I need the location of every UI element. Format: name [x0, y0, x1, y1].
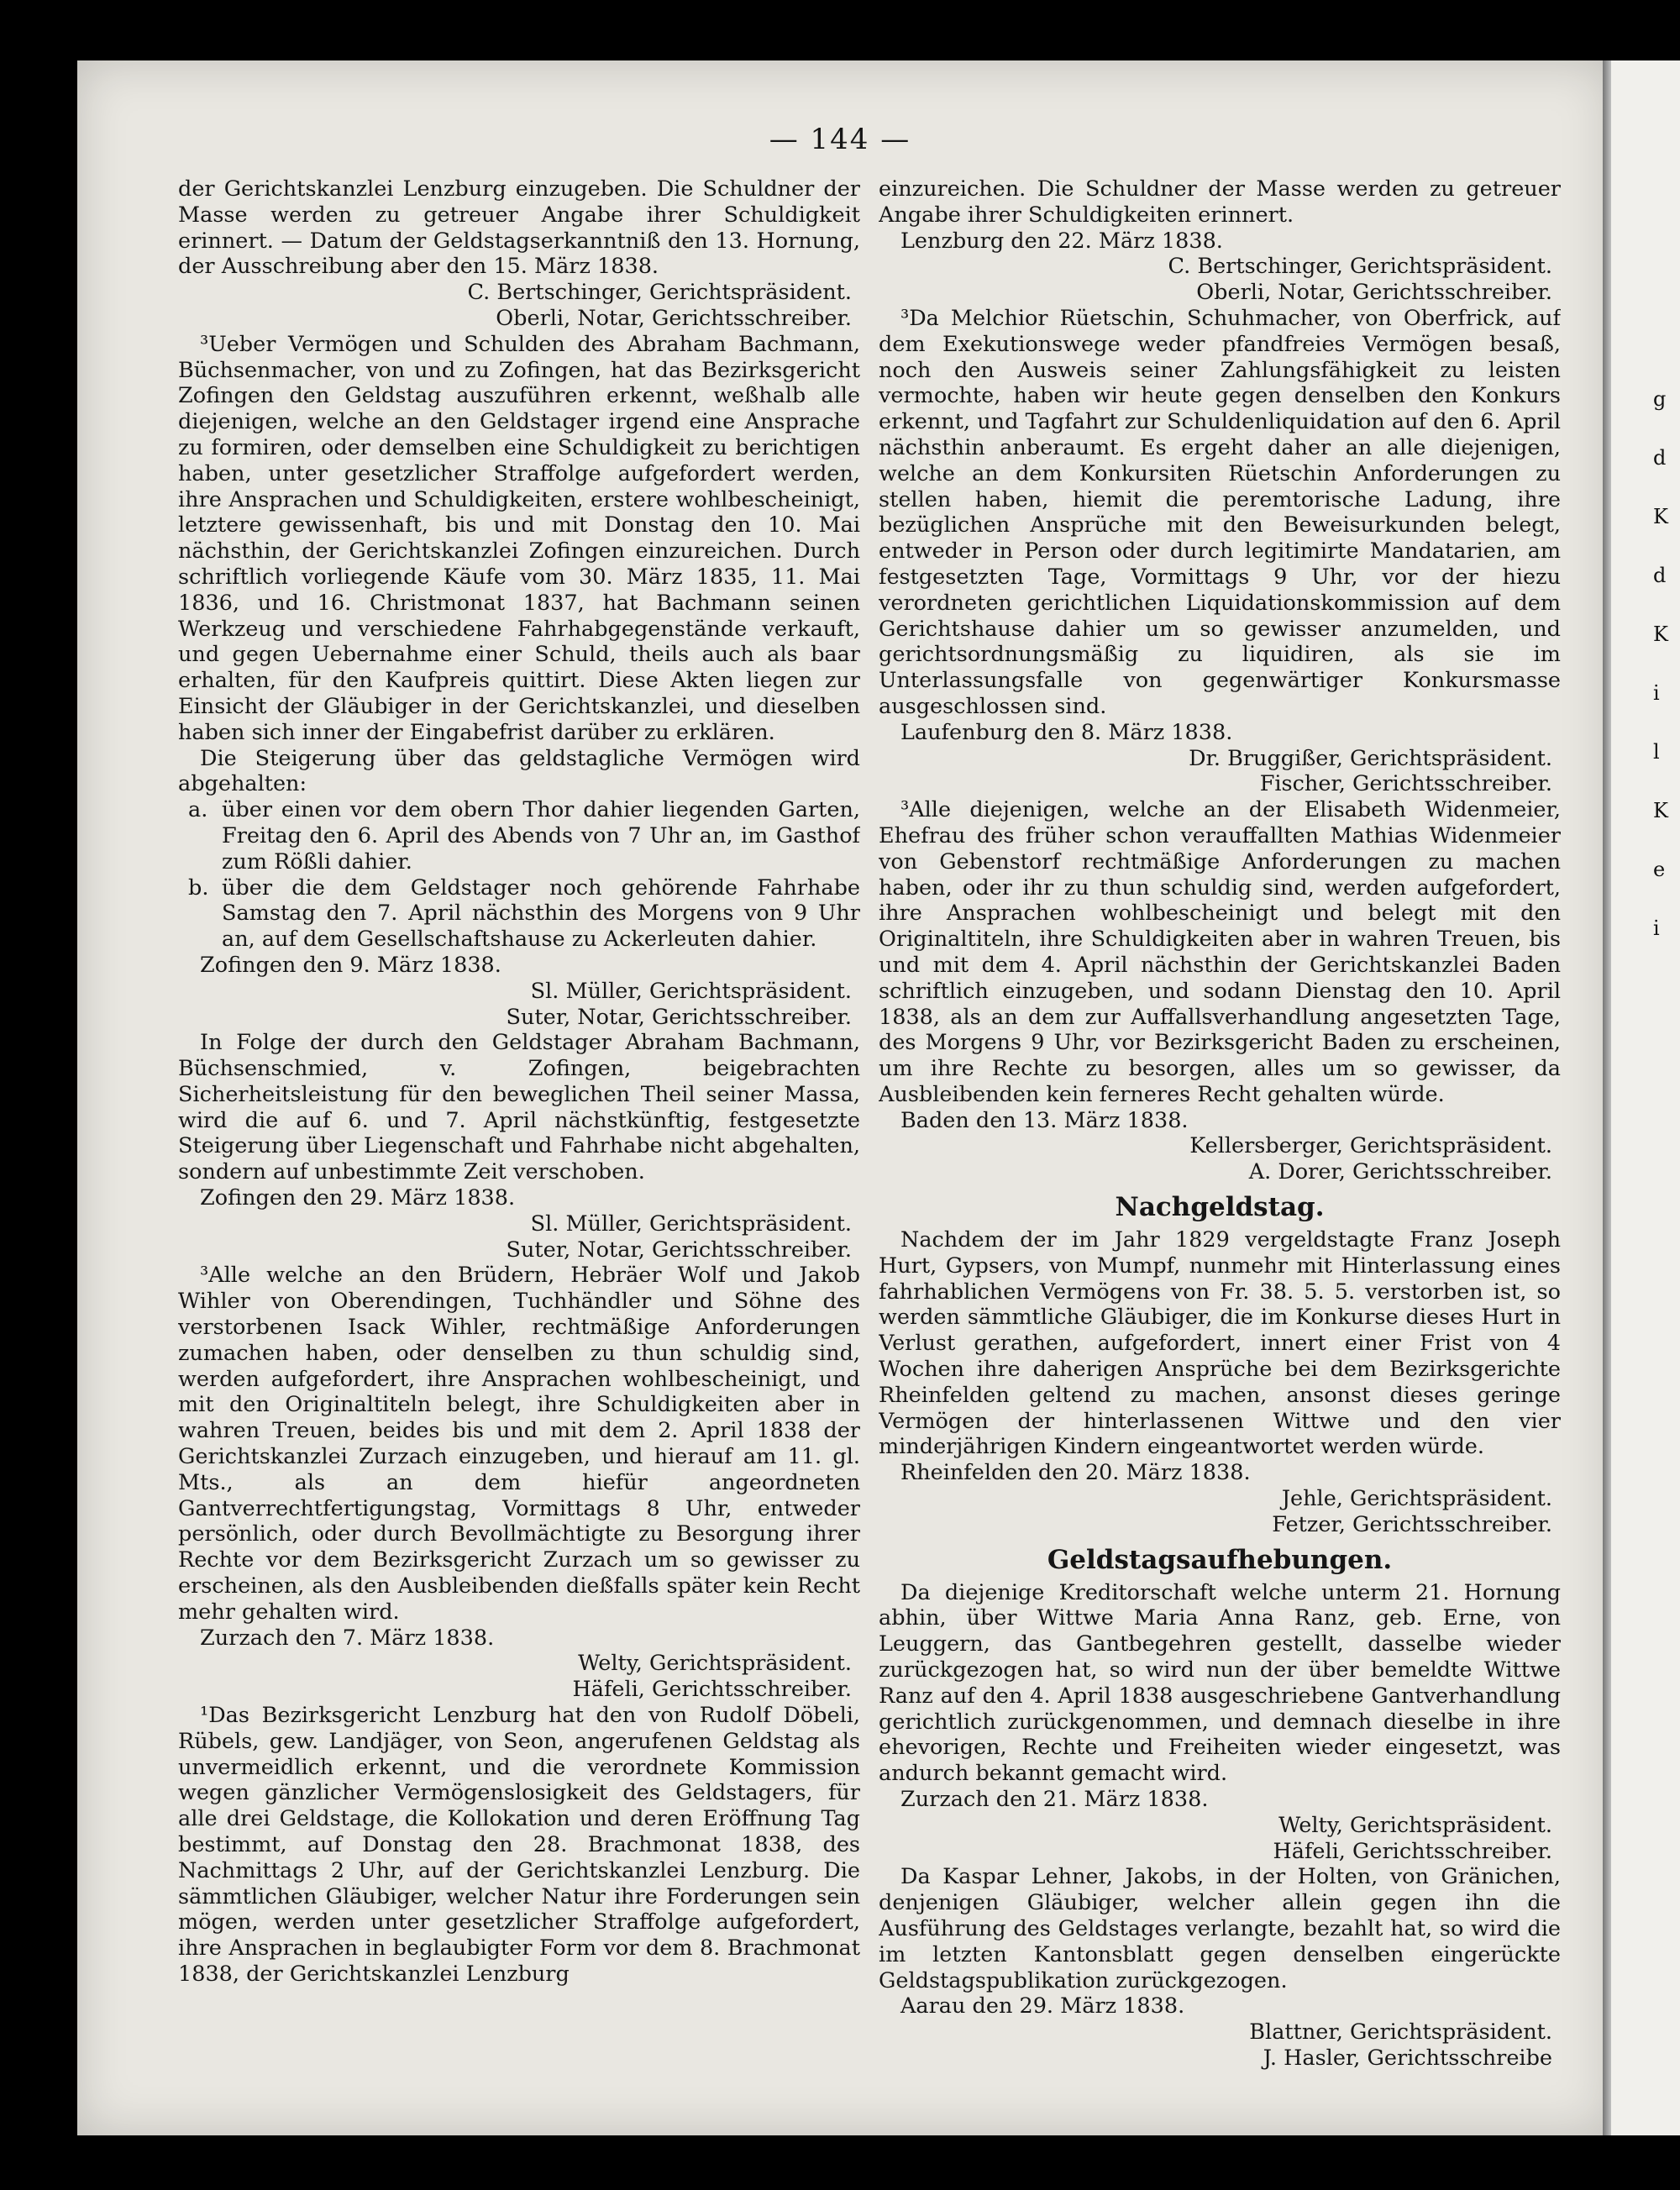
list-marker: a.: [188, 797, 208, 823]
notice-ruetschin: ³Da Melchior Rüetschin, Schuhmacher, von Oberfrick, auf dem Exekutionswege weder pfandfreies Vermögen besaß, noch den Ausweis seiner Zahlungsfähigkeit zu leisten vermochte, haben wir heute gegen denselben den Konkurs erkennt, und Tagfahrt zur Schuldenliquidation auf den 6. April nächsthin anberaumt. Es ergeht daher an alle diejenigen, welche an dem Konkursiten Rüetschin Anforderungen zu stellen haben, hiemit die peremtorische Ladung, ihre bezüglichen Ansprüche mit den Beweisurkunden belegt, entweder in Person oder durch legitimirte Mandatarien, am festgesetzten Tage, Vormittags 9 Uhr, vor der hiezu verordneten gerichtlichen Liquidationskommission auf dem Gerichtshause dahier um so gewisser anzumelden, und gerichtsordnungsmäßig zu liquidiren, als sie im Unterlassungsfalle von gegenwärtiger Konkursmasse ausgeschlossen sind.: [879, 305, 1561, 719]
notice-ranz: Da diejenige Kreditorschaft welche unterm 21. Hornung abhin, über Wittwe Maria Anna Ranz, geb. Erne, von Leuggern, das Gantbegehren gestellt, dasselbe wieder zurückgezogen hat, so wird nun der über bemeldte Wittwe Ranz auf den 4. April 1838 ausgeschriebene Gantverhandlung gerichtlich zurückgenommen, und demnach dieselbe in ihre ehevorigen, Rechte und Freiheiten wieder eingesetzt, was andurch bekannt gemacht wird.: [879, 1579, 1561, 1787]
notice-hurt: Nachdem der im Jahr 1829 vergeldstagte Franz Joseph Hurt, Gypsers, von Mumpf, nunmehr mit Hinterlassung eines fahrhablichen Vermögens von Fr. 38. 5. 5. verstorben ist, so werden sämmtliche Gläubiger, die im Konkurse dieses Hurt in Verlust gerathen, aufgefordert, innert einer Frist von 4 Wochen ihre daherigen Ansprüche bei dem Bezirksgerichte Rheinfelden geltend zu machen, ansonst dieses geringe Vermögen der hinterlassenen Wittwe und den vier minderjährigen Kindern eingeantwortet werden würde.: [879, 1227, 1561, 1460]
notice-widenmeier: ³Alle diejenigen, welche an der Elisabeth Widenmeier, Ehefrau des früher schon verauffallten Mathias Widenmeier von Gebenstorf rechtmäßige Anforderungen zu machen haben, oder ihr zu thun schuldig sind, werden aufgefordert, ihre Ansprachen wohlbescheinigt und belegt mit den Originaltiteln, ihre Schuldigkeiten aber in wahren Treuen, bis und mit dem 4. April nächsthin der Gerichtskanzlei Baden schriftlich einzugeben, und sodann Dienstag den 10. April 1838, als an dem zur Auffallsverhandlung angesetzten Tage, des Morgens 9 Uhr, vor Bezirksgericht Baden zu erscheinen, um ihre Rechte zu besorgen, alles um so gewisser, da Ausbleibenden kein ferneres Recht gehalten würde.: [879, 797, 1561, 1107]
list-marker: b.: [188, 874, 209, 901]
signature-clerk: Häfeli, Gerichtsschreiber.: [1273, 1838, 1552, 1864]
adjacent-page-fragments: [1653, 370, 1678, 958]
edge-fragment: K: [1653, 505, 1668, 528]
dateline: Zurzach den 21. März 1838.: [900, 1787, 1209, 1813]
signature-president: C. Bertschinger, Gerichtspräsident.: [467, 280, 852, 306]
dateline: Laufenburg den 8. März 1838.: [900, 719, 1233, 745]
list-item-text: über einen vor dem obern Thor dahier liegenden Garten, Freitag den 6. April des Abends von 7 Uhr an, im Gasthof zum Rößli dahier.: [222, 797, 860, 874]
signature-clerk: Oberli, Notar, Gerichtsschreiber.: [496, 305, 852, 331]
edge-fragment: K: [1653, 622, 1668, 646]
notice-wihler: ³Alle welche an den Brüdern, Hebräer Wolf und Jakob Wihler von Oberendingen, Tuchhändler und Söhne des verstorbenen Isack Wihler, rechtmäßige Anforderungen zumachen haben, oder denselben zu thun schuldig sind, werden aufgefordert, ihre Ansprachen wohlbescheinigt, und mit den Originaltiteln belegt, ihre Schuldigkeiten aber in wahren Treuen, beides bis und mit dem 2. April 1838 der Gerichtskanzlei Zurzach einzugeben, und hierauf am 11. gl. Mts., als an dem hiefür angeordneten Gantverrechtfertigungstag, Vormittags 8 Uhr, entweder persönlich, oder durch Bevollmächtigte zu Besorgung ihrer Rechte vor dem Bezirksgericht Zurzach um so gewisser zu erscheinen, als den Ausbleibenden dießfalls später kein Recht mehr gehalten wird.: [178, 1263, 860, 1625]
edge-fragment: e: [1653, 858, 1666, 881]
edge-fragment: d: [1653, 446, 1667, 470]
signature-president: Welty, Gerichtspräsident.: [1278, 1812, 1552, 1838]
signature-president: Blattner, Gerichtspräsident.: [1249, 2019, 1552, 2046]
edge-fragment: K: [1653, 799, 1668, 822]
edge-fragment: d: [1653, 564, 1667, 587]
auction-list: [178, 797, 860, 953]
section-heading-nachgeldstag: Nachgeldstag.: [1115, 1192, 1325, 1223]
notice-lehner: Da Kaspar Lehner, Jakobs, in der Holten, von Gränichen, denjenigen Gläubiger, welcher allein gegen ihn die Ausführung des Geldstages verlangte, bezahlt hat, so wird die im letzten Kantonsblatt gegen denselben eingerückte Geldstagspublikation zurückgezogen.: [879, 1864, 1561, 1993]
edge-fragment: i: [1653, 681, 1660, 705]
edge-fragment: g: [1653, 387, 1667, 411]
edge-fragment: l: [1653, 740, 1660, 764]
notice-bachmann-postponement: In Folge der durch den Geldstager Abraham Bachmann, Büchsenschmied, v. Zofingen, beigebrachten Sicherheitsleistung für den beweglichen Theil seiner Massa, wird die auf 6. und 7. April nächstkünftig, festgesetzte Steigerung über Liegenschaft und Fahrhabe nicht abgehalten, sondern auf unbestimmte Zeit verschoben.: [178, 1030, 860, 1185]
signature-president: Welty, Gerichtspräsident.: [578, 1651, 852, 1677]
dateline: Lenzburg den 22. März 1838.: [900, 228, 1223, 254]
notice-bachmann-auction: Die Steigerung über das geldstagliche Vermögen wird abgehalten:: [178, 745, 860, 797]
dateline: Zurzach den 7. März 1838.: [200, 1625, 495, 1651]
list-item-text: über die dem Geldstager noch gehörende Fahrhabe Samstag den 7. April nächsthin des Morgens von 9 Uhr an, auf dem Gesellschaftshause zu Ackerleuten dahier.: [222, 874, 860, 953]
list-item: [178, 875, 860, 953]
signature-clerk: Suter, Notar, Gerichtsschreiber.: [506, 1004, 852, 1030]
notice-doebeli: ¹Das Bezirksgericht Lenzburg hat den von Rudolf Döbeli, Rübels, gew. Landjäger, von Seon, angerufenen Geldstag als unvermeidlich erkennt, und die verordnete Kommission wegen gänzlicher Vermögenslosigkeit des Geldstagers, für alle drei Geldstage, die Kollokation und deren Eröffnung Tag bestimmt, auf Donstag den 28. Brachmonat 1838, des Nachmittags 2 Uhr, auf der Gerichtskanzlei Lenzburg. Die sämmtlichen Gläubiger, welcher Natur ihre Forderungen sein mögen, werden unter gesetzlicher Straffolge aufgefordert, ihre Ansprachen in beglaubigter Form vor dem 8. Brachmonat 1838, der Gerichtskanzlei Lenzburg: [178, 1703, 860, 1987]
signature-president: Dr. Bruggißer, Gerichtspräsident.: [1189, 745, 1552, 771]
right-column: [879, 176, 1561, 2100]
dateline: Zofingen den 9. März 1838.: [200, 952, 501, 978]
signature-clerk: Häfeli, Gerichtsschreiber.: [572, 1677, 852, 1703]
dateline: Baden den 13. März 1838.: [900, 1107, 1189, 1133]
signature-president: Sl. Müller, Gerichtspräsident.: [530, 1211, 852, 1237]
signature-clerk: Suter, Notar, Gerichtsschreiber.: [506, 1237, 852, 1263]
signature-clerk: J. Hasler, Gerichtsschreibe: [1263, 2045, 1552, 2071]
dateline: Rheinfelden den 20. März 1838.: [900, 1460, 1251, 1486]
signature-clerk: A. Dorer, Gerichtsschreiber.: [1248, 1159, 1552, 1185]
edge-fragment: i: [1653, 916, 1660, 940]
page-number: — 144 —: [769, 123, 911, 156]
signature-president: Sl. Müller, Gerichtspräsident.: [530, 978, 852, 1004]
signature-president: Jehle, Gerichtspräsident.: [1281, 1486, 1552, 1512]
dateline: Aarau den 29. März 1838.: [900, 1993, 1185, 2019]
signature-clerk: Fetzer, Gerichtsschreiber.: [1272, 1511, 1552, 1537]
notice-doebeli-continued: einzureichen. Die Schuldner der Masse werden zu getreuer Angabe ihrer Schuldigkeiten erinnert.: [879, 176, 1561, 228]
left-column: [178, 176, 860, 2100]
list-item: [178, 797, 860, 874]
signature-clerk: Oberli, Notar, Gerichtsschreiber.: [1196, 280, 1552, 306]
section-heading-aufhebungen: Geldstagsaufhebungen.: [1047, 1544, 1393, 1575]
signature-clerk: Fischer, Gerichtsschreiber.: [1259, 771, 1552, 797]
dateline: Zofingen den 29. März 1838.: [200, 1185, 516, 1211]
signature-president: C. Bertschinger, Gerichtspräsident.: [1168, 254, 1552, 280]
signature-president: Kellersberger, Gerichtspräsident.: [1189, 1133, 1552, 1159]
notice-bachmann: ³Ueber Vermögen und Schulden des Abraham Bachmann, Büchsenmacher, von und zu Zofingen, hat das Bezirksgericht Zofingen den Geldstag auszuführen erkennt, weßhalb alle diejenigen, welche an den Geldstager irgend eine Ansprache zu formiren, oder demselben eine Schuldigkeit zu berichtigen haben, unter gesetzlicher Straffolge aufgefordert werden, ihre Ansprachen und Schuldigkeiten, erstere wohlbescheinigt, letztere gewissenhaft, bis und mit Donstag den 10. Mai nächsthin, der Gerichtskanzlei Zofingen einzureichen. Durch schriftlich vorliegende Käufe vom 30. März 1835, 11. Mai 1836, und 16. Christmonat 1837, hat Bachmann seinen Werkzeug und verschiedene Fahrhabgegenstände verkauft, und gegen Uebernahme einer Schuld, theils auch als baar erhalten, für den Kaufpreis quittirt. Diese Akten liegen zur Einsicht der Gläubiger in der Gerichtskanzlei, und dieselben haben sich inner der Eingabefrist darüber zu erklären.: [178, 331, 860, 745]
opening-paragraph: der Gerichtskanzlei Lenzburg einzugeben. Die Schuldner der Masse werden zu getreuer Angabe ihrer Schuldigkeit erinnert. — Datum der Geldstagserkanntniß den 13. Hornung, der Ausschreibung aber den 15. März 1838.: [178, 176, 860, 280]
